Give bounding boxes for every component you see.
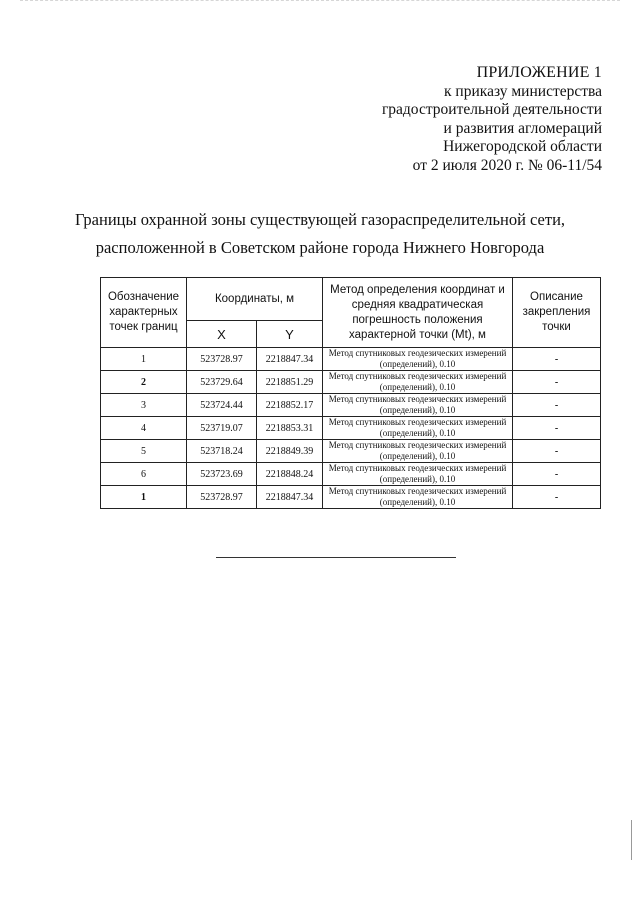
table-row [101, 417, 601, 440]
cell-point: 6 [101, 463, 187, 486]
cell-method: Метод спутниковых геодезических измерений (определений), 0.10 [323, 440, 513, 463]
cell-y: 2218848.24 [257, 463, 323, 486]
appendix-block [382, 64, 602, 176]
table-row [101, 348, 601, 371]
table-row [101, 486, 601, 509]
cell-point: 5 [101, 440, 187, 463]
cell-method: Метод спутниковых геодезических измерений (определений), 0.10 [323, 417, 513, 440]
table-row [101, 463, 601, 486]
cell-method: Метод спутниковых геодезических измерений (определений), 0.10 [323, 394, 513, 417]
cell-x: 523728.97 [187, 486, 257, 509]
cell-description: - [513, 463, 601, 486]
cell-method: Метод спутниковых геодезических измерений (определений), 0.10 [323, 486, 513, 509]
header-x: X [187, 321, 257, 348]
table-row [101, 371, 601, 394]
cell-y: 2218853.31 [257, 417, 323, 440]
appendix-line: и развития агломераций [443, 119, 602, 137]
cell-point: 1 [101, 348, 187, 371]
table-row [101, 394, 601, 417]
cell-description: - [513, 486, 601, 509]
cell-description: - [513, 417, 601, 440]
cell-description: - [513, 440, 601, 463]
cell-point: 4 [101, 417, 187, 440]
cell-x: 523729.64 [187, 371, 257, 394]
appendix-line: к приказу министерства [444, 82, 602, 100]
header-coordinates: Координаты, м [187, 278, 323, 321]
title-line-1: Границы охранной зоны существующей газораспределительной сети, [74, 210, 566, 229]
scan-edge-mark [631, 820, 632, 860]
cell-x: 523728.97 [187, 348, 257, 371]
header-y: Y [257, 321, 323, 348]
cell-point: 1 [101, 486, 187, 509]
header-point: Обозначение характерных точек границ [101, 278, 187, 348]
cell-y: 2218852.17 [257, 394, 323, 417]
boundary-points-table [100, 277, 601, 509]
table-row [101, 440, 601, 463]
cell-y: 2218849.39 [257, 440, 323, 463]
cell-description: - [513, 371, 601, 394]
cell-x: 523718.24 [187, 440, 257, 463]
cell-point: 2 [101, 371, 187, 394]
cell-method: Метод спутниковых геодезических измерений (определений), 0.10 [323, 463, 513, 486]
cell-point: 3 [101, 394, 187, 417]
appendix-line: градостроительной деятельности [381, 101, 602, 119]
appendix-line: от 2 июля 2020 г. № 06-11/54 [412, 156, 602, 174]
appendix-heading: ПРИЛОЖЕНИЕ 1 [476, 64, 602, 81]
header-method: Метод определения координат и средняя квадратическая погрешность положения характерной точки (Mt), м [323, 278, 513, 348]
header-description: Описание закрепления точки [513, 278, 601, 348]
cell-method: Метод спутниковых геодезических измерений (определений), 0.10 [323, 371, 513, 394]
cell-x: 523719.07 [187, 417, 257, 440]
cell-y: 2218847.34 [257, 486, 323, 509]
separator-line [216, 557, 456, 558]
cell-y: 2218851.29 [257, 371, 323, 394]
cell-description: - [513, 394, 601, 417]
cell-y: 2218847.34 [257, 348, 323, 371]
cell-x: 523723.69 [187, 463, 257, 486]
document-title [40, 206, 600, 262]
top-scan-rule [20, 0, 620, 3]
cell-method: Метод спутниковых геодезических измерений (определений), 0.10 [323, 348, 513, 371]
cell-x: 523724.44 [187, 394, 257, 417]
title-line-2: расположенной в Советском районе города Нижнего Новгорода [95, 238, 545, 257]
cell-description: - [513, 348, 601, 371]
appendix-line: Нижегородской области [443, 138, 602, 156]
